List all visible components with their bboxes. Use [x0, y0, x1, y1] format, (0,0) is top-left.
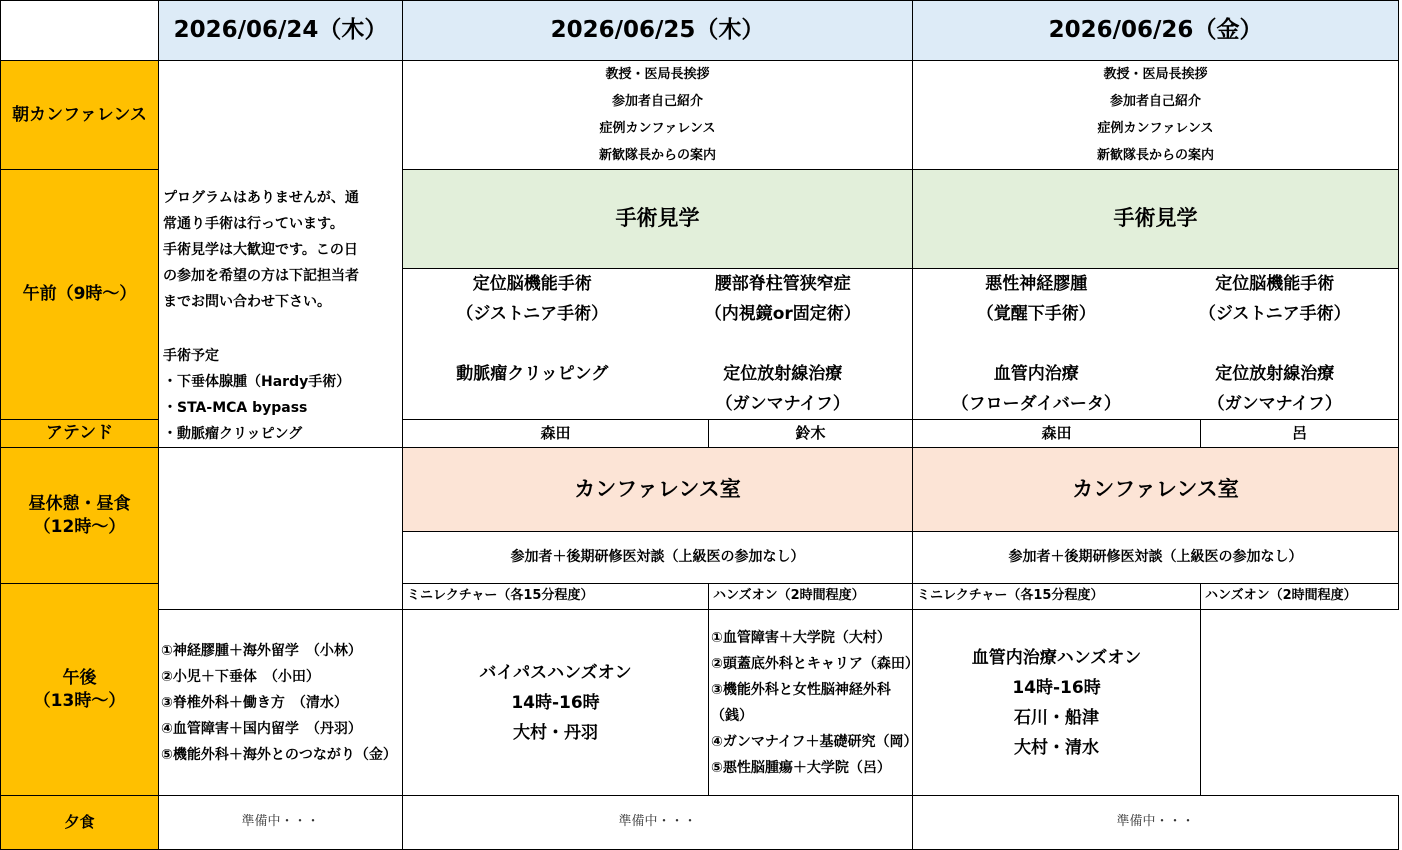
- lunch-room-row: [1, 448, 1399, 532]
- day2-hands-head: ハンズオン（2時間程度）: [709, 584, 913, 610]
- day1-note-line: プログラムはありませんが、通: [163, 190, 359, 206]
- day3-lectures: [709, 610, 919, 796]
- conf-item: 症例カンファレンス: [1097, 121, 1214, 136]
- day1-dinner: 準備中・・・: [159, 796, 403, 850]
- day3-hands: [913, 610, 1201, 796]
- lunch-label-line1: 昼休憩・昼食: [28, 494, 131, 515]
- hands-line: 石川・船津: [1014, 707, 1100, 728]
- lecture-item: ①神経膠腫＋海外留学 （小林）: [161, 642, 362, 659]
- day3-morning-conf: [913, 61, 1399, 170]
- pm-label-line1: 午後: [62, 668, 97, 689]
- surgery-item: 動脈瘤クリッピング: [456, 364, 609, 384]
- day2-mini-head: ミニレクチャー（各15分程度）: [403, 584, 709, 610]
- day1-plan-item: ・STA-MCA bypass: [163, 400, 308, 416]
- surgery-item: 定位脳機能手術 （ジストニア手術）: [456, 274, 609, 324]
- conf-item: 教授・医局長挨拶: [605, 67, 710, 82]
- day2-dinner: 準備中・・・: [403, 796, 913, 850]
- dinner-row: [1, 796, 1399, 850]
- day1-note-line: までお問い合わせ下さい。: [163, 294, 331, 310]
- lunch-label: [1, 448, 159, 584]
- conf-item: 参加者自己紹介: [612, 94, 704, 109]
- day2-lectures: [159, 610, 403, 796]
- attend-label: アテンド: [1, 420, 159, 448]
- surgery-item: 定位脳機能手術 （ジストニア手術）: [1198, 274, 1351, 324]
- lecture-item: ③脊椎外科＋働き方 （清水）: [161, 694, 348, 711]
- day2-lunch-talk: 参加者＋後期研修医対談（上級医の参加なし）: [403, 532, 913, 584]
- hands-line: バイパスハンズオン: [479, 662, 632, 683]
- conf-item: 症例カンファレンス: [599, 121, 716, 136]
- pm-label-line2: （13時～）: [33, 690, 126, 711]
- conf-item: 教授・医局長挨拶: [1103, 67, 1208, 82]
- pm-label: [1, 584, 159, 796]
- morning-conf-label: 朝カンファレンス: [1, 61, 159, 170]
- day3-dinner: 準備中・・・: [913, 796, 1399, 850]
- conf-item: 参加者自己紹介: [1110, 94, 1202, 109]
- day1-note-line: 常通り手術は行っています。: [163, 216, 344, 232]
- day1-header: 2026/06/24（木）: [159, 1, 403, 61]
- attend-d2a: 森田: [403, 420, 709, 448]
- lunch-label-line2: （12時～）: [33, 516, 126, 537]
- day1-plan-title: 手術予定: [163, 348, 219, 364]
- day3-header: 2026/06/26（金）: [913, 1, 1399, 61]
- lecture-item: ③機能外科と女性脳神経外科（銭）: [711, 681, 891, 724]
- day3-surgeries: [913, 269, 1399, 420]
- attend-d3b: 呂: [1201, 420, 1399, 448]
- morning-conf-row: [1, 61, 1399, 170]
- day2-surgeries: [403, 269, 913, 420]
- day3-lunch-talk: 参加者＋後期研修医対談（上級医の参加なし）: [913, 532, 1399, 584]
- conf-item: 新歓隊長からの案内: [1097, 148, 1215, 163]
- lecture-item: ①血管障害＋大学院（大村）: [711, 629, 891, 646]
- hands-line: 大村・清水: [1014, 737, 1100, 758]
- afternoon-row: [1, 610, 1399, 796]
- lecture-item: ⑤機能外科＋海外とのつながり（金）: [161, 746, 397, 763]
- corner-cell: [1, 1, 159, 61]
- day2-surgery-title: 手術見学: [403, 170, 913, 269]
- surgery-item: 悪性神経膠腫 （覚醒下手術）: [976, 274, 1096, 324]
- lecture-item: ②小児＋下垂体 （小田）: [161, 668, 320, 685]
- surgery-item: 定位放射線治療 （ガンマナイフ）: [715, 364, 850, 414]
- day1-notes: [159, 61, 403, 448]
- am-label: 午前（9時～）: [1, 170, 159, 420]
- day3-lunch-room: カンファレンス室: [913, 448, 1399, 532]
- lecture-item: ⑤悪性脳腫瘍＋大学院（呂）: [711, 759, 891, 776]
- lecture-item: ④ガンマナイフ＋基礎研究（岡）: [711, 733, 918, 750]
- day2-lunch-room: カンファレンス室: [403, 448, 913, 532]
- hands-line: 14時-16時: [1012, 677, 1101, 698]
- hands-line: 血管内治療ハンズオン: [971, 647, 1142, 668]
- surgery-item: 定位放射線治療 （ガンマナイフ）: [1207, 364, 1342, 414]
- day3-surgery-title: 手術見学: [913, 170, 1399, 269]
- day1-plan-item: ・下垂体腺腫（Hardy手術）: [163, 374, 351, 390]
- hands-line: 大村・丹羽: [513, 722, 598, 743]
- day1-note-line: 手術見学は大歓迎です。この日: [163, 242, 358, 258]
- day1-blank: [159, 448, 403, 610]
- day2-header: 2026/06/25（木）: [403, 1, 913, 61]
- dinner-label: 夕食: [1, 796, 159, 850]
- day3-hands-head: ハンズオン（2時間程度）: [1201, 584, 1399, 610]
- lecture-item: ④血管障害＋国内留学 （丹羽）: [161, 720, 362, 737]
- conf-item: 新歓隊長からの案内: [599, 148, 717, 163]
- day2-hands: [403, 610, 709, 796]
- lecture-item: ②頭蓋底外科とキャリア（森田）: [711, 655, 919, 672]
- surgery-item: 腰部脊柱管狭窄症 （内視鏡or固定術）: [704, 274, 861, 324]
- hands-line: 14時-16時: [511, 692, 600, 713]
- day2-morning-conf: [403, 61, 913, 170]
- day1-plan-item: ・動脈瘤クリッピング: [163, 426, 303, 442]
- attend-d2b: 鈴木: [709, 420, 913, 448]
- header-row: [1, 1, 1399, 61]
- day1-note-line: の参加を希望の方は下記担当者: [163, 268, 359, 284]
- surgery-item: 血管内治療 （フローダイバータ）: [951, 364, 1121, 414]
- day3-mini-head: ミニレクチャー（各15分程度）: [913, 584, 1201, 610]
- attend-d3a: 森田: [913, 420, 1201, 448]
